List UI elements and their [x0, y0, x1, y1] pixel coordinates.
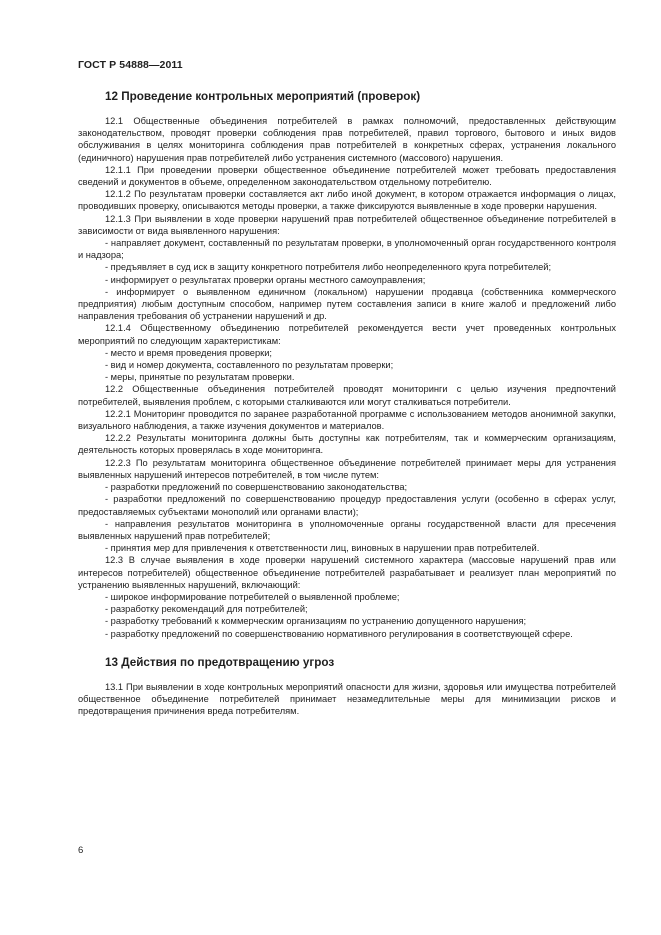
paragraph-12-1-2: 12.1.2 По результатам проверки составляется акт либо иной документ, в котором отражается информация о лицах, проводивших проверку, описываются методы проверки, а также фиксируются выявленные в ходе проверки нарушения.: [78, 189, 616, 212]
list-item: - направления результатов мониторинга в уполномоченные органы государственной власти для пресечения выявленных нарушений прав потребителей;: [78, 518, 616, 541]
section-12-heading: 12 Проведение контрольных мероприятий (проверок): [105, 90, 421, 103]
paragraph-12-2-3: 12.2.3 По результатам мониторинга общественное объединение потребителей принимает меры для устранения выявленных нарушений интересов потребителей, в том числе путем:: [78, 457, 616, 480]
page-number: 6: [78, 845, 84, 856]
list-item: - разработки предложений по совершенствованию процедур предоставления услуги (особенно в сферах услуг, предоставляемых субъектами монополий или органами власти);: [78, 494, 616, 517]
paragraph-12-2-1: 12.2.1 Мониторинг проводится по заранее разработанной программе с использованием методов анонимной закупки, визуального наблюдения, а также изучения документов и материалов.: [78, 408, 616, 432]
list-item: - место и время проведения проверки;: [105, 347, 272, 358]
list-item: - вид и номер документа, составленного по результатам проверки;: [105, 360, 394, 371]
list-item: - принятия мер для привлечения к ответственности лиц, виновных в нарушении прав потребителей.: [105, 543, 540, 554]
list-item: - меры, принятые по результатам проверки.: [105, 372, 295, 383]
document-code: ГОСТ Р 54888—2011: [78, 59, 183, 71]
list-item: - широкое информирование потребителей о выявленной проблеме;: [105, 591, 400, 602]
list-item: - предъявляет в суд иск в защиту конкретного потребителя либо неопределенного круга потребителей;: [105, 262, 552, 273]
page-content: [78, 90, 616, 717]
paragraph-12-3: 12.3 В случае выявления в ходе проверки нарушений системного характера (массовые нарушений прав или интересов потребителей) общественное объединение потребителей разрабатывает и реализует план мероприятий по устранению выявленных нарушений, включающий:: [78, 555, 616, 590]
paragraph-12-1-3: 12.1.3 При выявлении в ходе проверки нарушений прав потребителей общественное объединение потребителей в зависимости от вида выявленного нарушения:: [78, 213, 616, 236]
paragraph-12-2: 12.2 Общественные объединения потребителей проводят мониторинги с целью изучения предпочтений потребителей, выявления проблем, с которыми сталкиваются или могут сталкиваться потребители.: [78, 384, 616, 407]
list-item: - разработку требований к коммерческим организациям по устранению допущенного нарушения;: [105, 616, 527, 627]
paragraph-12-2-2: 12.2.2 Результаты мониторинга должны быть доступны как потребителям, так и коммерческим организациям, деятельность которых проверялась в ходе мониторинга.: [78, 433, 616, 456]
list-item: - информирует о выявленном единичном (локальном) нарушении продавца (собственника коммерческого предприятия) любым доступным способом, например путем составления записи в книге жалоб и предложений либо направления требования об устранении нарушений и др.: [78, 286, 616, 322]
list-item: - разработки предложений по совершенствованию законодательства;: [105, 482, 408, 493]
list-item: - информирует о результатах проверки органы местного самоуправления;: [105, 274, 426, 285]
section-13-heading: 13 Действия по предотвращению угроз: [105, 655, 335, 669]
list-item: - направляет документ, составленный по результатам проверки, в уполномоченный орган государственного контроля и надзора;: [78, 238, 616, 261]
paragraph-12-1-4: 12.1.4 Общественному объединению потребителей рекомендуется вести учет проведенных контрольных мероприятий по следующим характеристикам:: [78, 323, 616, 346]
paragraph-12-1: 12.1 Общественные объединения потребителей в рамках полномочий, предоставленных действующим законодательством, проводят проверки соблюдения прав потребителей, правил торгового, бытового и иных видов обслуживания в целях мониторинга соблюдения прав потребителей в конкретных сферах, устранения локального (единичного) нарушения прав потребителей либо устранения системного (массового) нарушения.: [78, 116, 616, 163]
list-item: - разработку рекомендаций для потребителей;: [105, 604, 308, 615]
paragraph-12-1-1: 12.1.1 При проведении проверки общественное объединение потребителей может требовать предоставления сведений и документов в объеме, определенном законодательством отдельному потребителю.: [78, 164, 616, 188]
list-item: - разработку предложений по совершенствованию нормативного регулирования в соответствующей сфере.: [105, 628, 573, 639]
paragraph-13-1: 13.1 При выявлении в ходе контрольных мероприятий опасности для жизни, здоровья или имущества потребителей общественное объединение потребителей принимает незамедлительные меры для минимизации рисков и предотвращения причинения вреда потребителям.: [78, 681, 616, 717]
